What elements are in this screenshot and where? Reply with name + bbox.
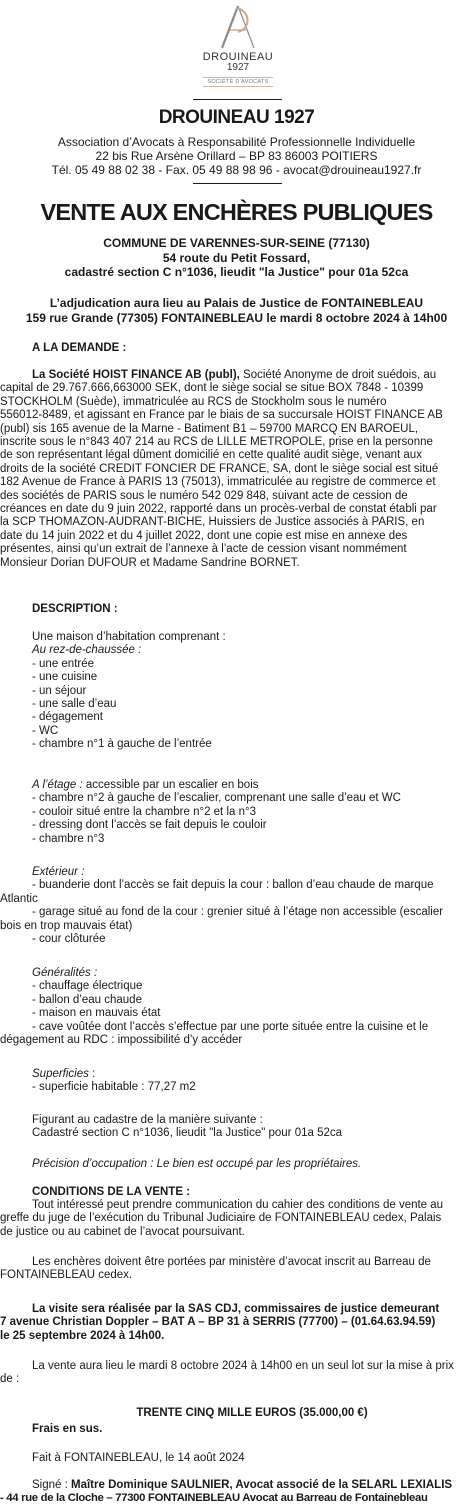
demande-line-8: 182 Avenue de France à PARIS 13 (75013), immatriculée au registre de commerce et <box>0 476 436 489</box>
generalites-item-2: - maison en mauvais état <box>32 1007 161 1020</box>
generalites-last-2: dégagement au RDC : impossibilité d’y accéder <box>0 1034 243 1047</box>
conditions-p3-line-0: La vente aura lieu le mardi 8 octobre 2024 à 14h00 en un seul lot sur la mise à prix <box>32 1360 454 1372</box>
conditions-p1-line-0: Tout intéressé peut prendre communication du cahier des conditions de vente au <box>32 1199 444 1211</box>
cadastre-section <box>0 1114 473 1141</box>
property-address: 54 route du Petit Fossard, <box>162 250 311 265</box>
exterieur-line-1: - buanderie dont l’accès se fait depuis la cour : ballon d’eau chaude de marque <box>32 879 434 892</box>
firm-line-2: 22 bis Rue Arsène Orillard – BP 83 86003 POITIERS <box>95 149 378 163</box>
exterieur-line-2: - garage situé au fond de la cour : grenier situé à l’étage non accessible (escalier <box>32 906 444 919</box>
rdc-item-3: - une salle d’eau <box>32 698 117 711</box>
description-body <box>0 631 473 752</box>
property-info <box>0 236 473 280</box>
demande-line-11: la SCP THOMAZON-AUDRANT-BICHE, Huissiers de Justice associés à PARIS, en <box>0 516 425 529</box>
etage-item-0: - chambre n°2 à gauche de l’escalier, comprenant une salle d’eau et WC <box>32 792 401 805</box>
cadastre-line-1: Figurant au cadastre de la manière suivante : <box>32 1114 263 1126</box>
visite-line-2: le 25 septembre 2024 à 14h00. <box>0 1329 165 1342</box>
conditions-p3 <box>0 1360 468 1387</box>
demande-body <box>0 369 468 570</box>
exterieur-section <box>0 866 468 946</box>
superficies-colon: : <box>88 1068 96 1080</box>
demande-line-6: de son représentant légal dûment domicilié en cette qualité audit siège, venant aux <box>0 449 422 462</box>
rdc-item-2: - un séjour <box>32 684 87 697</box>
logo-tagline: SOCIÉTÉ D'AVOCATS <box>203 77 272 87</box>
property-commune: COMMUNE DE VARENNES-SUR-SEINE (77130) <box>103 236 370 250</box>
firm-line-3: Tél. 05 49 88 02 38 - Fax. 05 49 88 98 96 - avocat@drouineau1927.fr <box>51 163 422 177</box>
firm-logo <box>180 4 296 90</box>
conditions-p1-line-2: de justice ou au cabinet de l’avocat poursuivant. <box>0 1225 245 1238</box>
generalites-item-0: - chauffage électrique <box>32 980 143 993</box>
etage-item-1: - couloir situé entre la chambre n°2 et la n°3 <box>32 805 256 818</box>
description-heading: DESCRIPTION : <box>32 603 118 615</box>
adjudication-line-2: 159 rue Grande (77305) FONTAINEBLEAU le mardi 8 octobre 2024 à 14h00 <box>25 310 448 325</box>
description-intro: Une maison d’habitation comprenant : <box>32 631 226 643</box>
logo-name: DROUINEAU <box>202 51 274 63</box>
firm-info <box>0 135 473 177</box>
conditions-p2 <box>0 1256 468 1283</box>
demande-line-13: présentes, ainsi qu’un extrait de l’annexe à l’acte de cession visant nommément <box>0 543 407 556</box>
demande-line-14: Monsieur Dorian DUFOUR et Madame Sandrine BORNET. <box>0 556 300 569</box>
conditions-p1-line-1: greffe du juge de l’exécution du Tribunal Judiciaire de FONTAINEBLEAU cedex, Palais <box>0 1212 442 1225</box>
exterieur-title: Extérieur : <box>32 866 85 878</box>
frais-note: Frais en sus. <box>32 1423 103 1435</box>
generalites-item-1: - ballon d’eau chaude <box>32 993 142 1006</box>
conditions-p2-line-0: Les enchères doivent être portées par ministère d’avocat inscrit au Barreau de <box>32 1256 431 1268</box>
demande-line-5: inscrite sous le n°843 407 214 au RCS de LILLE METROPOLE, prise en la personne <box>0 436 433 449</box>
demande-line-7: droits de la société CREDIT FONCIER DE FRANCE, SA, dont le siège social est situé <box>0 462 439 475</box>
etage-title: A l’étage : <box>32 779 83 791</box>
exterieur-line-2b: bois en trop mauvais état) <box>0 919 133 932</box>
rdc-item-5: - WC <box>32 724 59 737</box>
etage-section <box>0 779 473 846</box>
sale-title: VENTE AUX ENCHÈRES PUBLIQUES <box>40 199 433 225</box>
occupation-note: Précision d’occupation : Le bien est occupé par les propriétaires. <box>32 1158 362 1170</box>
demande-line-4: (publ) sis 165 avenue de la Marne - Batiment B1 – 59700 MARCQ EN BAROEUL, <box>0 422 419 435</box>
visite-info <box>0 1303 468 1343</box>
demande-line-10: créances en date du 9 juin 2022, rapporté dans un procès-verbal de constat établi par <box>0 503 437 516</box>
firm-line-1: Association d’Avocats à Responsabilité Professionnelle Individuelle <box>57 135 416 149</box>
firm-title: DROUINEAU 1927 <box>158 107 315 128</box>
rdc-item-1: - une cuisine <box>32 671 98 684</box>
conditions-p1 <box>0 1199 468 1239</box>
generalites-last-1: - cave voûtée dont l’accès s’effectue par une porte située entre la cuisine et le <box>32 1020 429 1033</box>
rdc-title: Au rez-de-chaussée : <box>32 644 142 657</box>
demande-line-3: 556012-8489, et agissant en France par le biais de sa succursale HOIST FINANCE AB <box>0 409 443 422</box>
fait-a: Fait à FONTAINEBLEAU, le 14 août 2024 <box>32 1452 245 1464</box>
etage-item-3: - chambre n°3 <box>32 832 105 845</box>
divider-top <box>193 99 282 100</box>
conditions-p3-line-1: de : <box>0 1373 20 1386</box>
signature-block <box>0 1479 468 1506</box>
demande-line-2: STOCKHOLM (Suède), immatriculée au RCS de Stockholm sous le numéro <box>0 395 387 408</box>
adjudication-info <box>0 296 473 325</box>
demande-line-12: date du 14 juin 2022 et du 4 juillet 2022, dont une copie est mise en annexe des <box>0 529 408 542</box>
superficies-section <box>0 1068 473 1095</box>
rdc-item-4: - dégagement <box>32 711 103 724</box>
etage-item-2: - dressing dont l’accès se fait depuis le couloir <box>32 819 267 832</box>
superficies-title: Superficies <box>32 1068 89 1080</box>
exterieur-line-3: - cour clôturée <box>32 933 106 946</box>
demande-company: La Société HOIST FINANCE AB (publ), <box>32 369 240 381</box>
logo-monogram-icon <box>216 4 260 50</box>
divider-middle <box>193 183 282 184</box>
visite-line-1: 7 avenue Christian Doppler – BAT A – BP 31 à SERRIS (77700) – (01.64.63.94.59) <box>0 1316 436 1329</box>
adjudication-line-1: L’adjudication aura lieu au Palais de Justice de FONTAINEBLEAU <box>49 296 424 310</box>
conditions-p2-line-1: FONTAINEBLEAU cedex. <box>0 1269 133 1282</box>
superficies-item: - superficie habitable : 77,27 m2 <box>32 1081 196 1094</box>
etage-rest: accessible par un escalier en bois <box>82 779 259 791</box>
mise-a-prix: TRENTE CINQ MILLE EUROS (35.000,00 €) <box>136 1407 368 1419</box>
demande-line-9: des sociétés de PARIS sous le numéro 542 029 848, suivant acte de cession de <box>0 489 408 502</box>
rdc-item-0: - une entrée <box>32 657 95 670</box>
visite-line-0: La visite sera réalisée par la SAS CDJ, commissaires de justice demeurant <box>32 1303 440 1315</box>
signe-name: Maître Dominique SAULNIER, Avocat associé de la SELARL LEXIALIS <box>71 1479 453 1491</box>
rdc-item-6: - chambre n°1 à gauche de l’entrée <box>32 738 212 751</box>
conditions-heading: CONDITIONS DE LA VENTE : <box>32 1186 191 1198</box>
cadastre-line-2: Cadastré section C n°1036, lieudit "la Justice" pour 01a 52ca <box>32 1127 343 1140</box>
property-cadastre: cadastré section C n°1036, lieudit "la Justice" pour 01a 52ca <box>64 265 409 279</box>
demande-line-1: capital de 29.767.666,663000 SEK, dont le siège social se situe BOX 7848 - 10399 <box>0 382 424 395</box>
logo-year: 1927 <box>226 62 250 73</box>
demande-heading: A LA DEMANDE : <box>32 342 127 354</box>
generalites-title: Généralités : <box>32 967 98 979</box>
generalites-section <box>0 967 468 1047</box>
signe-line-2: - 44 rue de la Cloche – 77300 FONTAINEBLEAU Avocat au Barreau de Fontainebleau <box>0 1492 428 1505</box>
demande-line-0: Société Anonyme de droit suédois, au <box>239 369 437 381</box>
exterieur-line-1b: Atlantic <box>0 892 38 905</box>
signe-label: Signé : <box>32 1479 71 1491</box>
